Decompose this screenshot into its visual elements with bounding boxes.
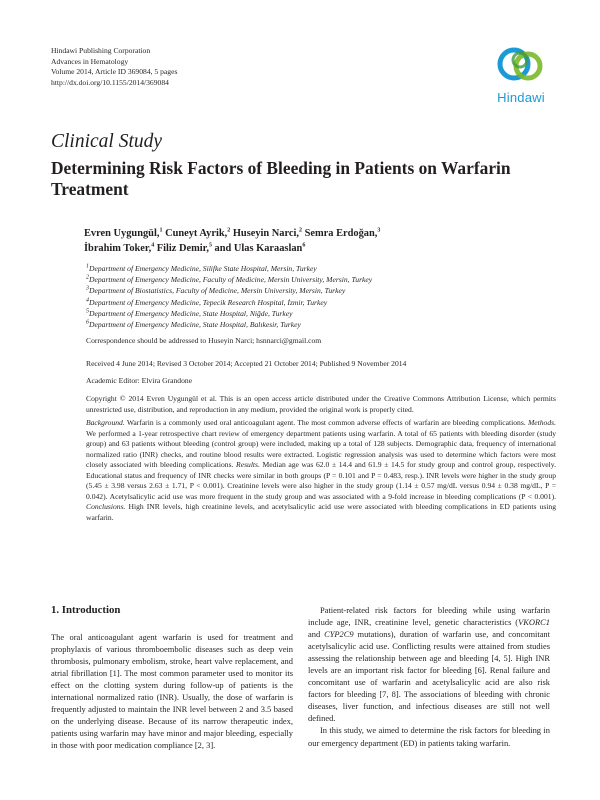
- doi-link[interactable]: http://dx.doi.org/10.1155/2014/369084: [51, 77, 169, 87]
- author: Semra Erdoğan,$^3$: [304, 227, 381, 239]
- author: Evren Uygungül,$^1$: [84, 227, 163, 239]
- academic-editor: Academic Editor: Elvira Grandone: [86, 376, 193, 385]
- author: Cuneyt Ayrik,$^2$: [165, 227, 231, 239]
- hindawi-logo: [492, 42, 550, 110]
- author: Filiz Demir,$^5$: [156, 242, 212, 254]
- body-right-column: [308, 604, 550, 749]
- abstract-methods: We performed a 1-year retrospective chart review of emergency department patients using warfarin. A total of 65 patients with bleeding disorder (study group) and 63 patients without bleeding (control group) were included, making up a total of 128 subjects. Demographic data, frequency of international normalized ratio (INR) checks, and routine blood results were extracted. Logistic regression analysis was used to determine which factors were most closely associated with bleeding complications.: [86, 428, 556, 470]
- abstract-methods-label: Methods.: [525, 418, 557, 427]
- body-paragraph: The oral anticoagulant agent warfarin is used for treatment and prophylaxis of various thromboembolic diseases such as deep vein thrombosis, pulmonary embolism, stroke, heart valve replacement, and atrial fibrillation [1]. The most common parameter used to monitor its effect on the clotting system during follow-up of patients is the international normalized ratio (INR). Usually, the dose of warfarin is frequently adjusted to maintain the INR level between 2 and 3.5 based on the underlying disease. Because of its narrow therapeutic index, patients using warfarin may have minor and major bleeding, especially in those with poor medication compliance [2, 3].: [51, 632, 293, 751]
- abstract: [86, 418, 556, 523]
- affiliation-list: [86, 263, 536, 330]
- body-paragraph: In this study, we aimed to determine the risk factors for bleeding in our emergency department (ED) in patients taking warfarin.: [308, 725, 550, 748]
- affiliation: $^2$Department of Emergency Medicine, Faculty of Medicine, Mersin University, Mersin, Turkey: [86, 274, 373, 285]
- correspondence: Correspondence should be addressed to Huseyin Narci; hsnnarci@gmail.com: [86, 336, 322, 345]
- abstract-conclusions-label: Conclusions.: [86, 502, 126, 512]
- affiliation: $^4$Department of Emergency Medicine, Tepecik Research Hospital, İzmir, Turkey: [86, 297, 328, 307]
- journal-name: Advances in Hematology: [51, 56, 129, 66]
- affiliation: $^5$Department of Emergency Medicine, State Hospital, Niğde, Turkey: [86, 308, 293, 318]
- author-list: [84, 226, 524, 256]
- article-category: Clinical Study: [51, 131, 163, 152]
- volume-info: Volume 2014, Article ID 369084, 5 pages: [51, 67, 178, 77]
- author: İbrahim Toker,$^4$: [84, 242, 155, 254]
- copyright-notice: Copyright © 2014 Evren Uygungül et al. This is an open access article distributed under the Creative Commons Attribution License, which permits unrestricted use, distribution, and reproduction in any medium, provided the original work is properly cited.: [86, 394, 556, 414]
- abstract-background-label: Background.: [86, 418, 125, 427]
- article-title: Determining Risk Factors of Bleeding in Patients on Warfarin Treatment: [51, 158, 511, 199]
- journal-header: [51, 46, 177, 88]
- publisher: Hindawi Publishing Corporation: [51, 46, 151, 55]
- section-heading: 1. Introduction: [51, 604, 121, 616]
- abstract-conclusions: High INR levels, high creatinine levels, and acetylsalicylic acid use were associated with bleeding complications in ED patients using warfarin.: [86, 502, 556, 522]
- affiliation: $^3$Department of Biostatistics, Faculty of Medicine, Mersin University, Mersin, Turkey: [86, 285, 346, 296]
- abstract-results: Median age was 62.0 ± 14.4 and 61.9 ± 14.5 for study group and control group, respectively. Educational status and frequency of INR checks were similar in both groups (P = 0.101 and P = 0.483, resp.). INR levels were higher in the study group (5.45 ± 3.98 versus 2.63 ± 1.71, P < 0.001). Creatinine levels were also higher in the study group (1.14 ± 0.57 mg/dL versus 0.94 ± 0.38 mg/dL, P = 0.042). Acetylsalicylic acid use was more frequent in the study group and was associated with a 9-fold increase in bleeding complications (P < 0.001).: [86, 460, 556, 501]
- abstract-results-label: Results.: [233, 460, 260, 470]
- body-left-column: [51, 631, 293, 751]
- abstract-background: Warfarin is a commonly used oral anticoagulant agent. The most common adverse effects of warfarin are bleeding complications.: [124, 418, 526, 427]
- hindawi-logo-mark: [492, 42, 550, 90]
- logo-wordmark: Hindawi: [497, 90, 545, 105]
- body-paragraph: Patient-related risk factors for bleeding while using warfarin include age, INR, creatinine level, genetic characteristics (VKORC1 and CYP2C9 mutations), duration of warfarin use, and concomitant acetylsalicylic acid use. Conflicting results were attained from studies assessing the relationship between age and bleeding [4, 5]. High INR levels are an important risk factor for bleeding [6]. Renal failure and concomitant use of warfarin and acetylsalicylic acid are also risk factors for bleeding [7, 8]. The associations of bleeding with chronic diseases, liver function, and infectious diseases are still not well defined.: [308, 605, 550, 724]
- author: Huseyin Narci,$^2$: [232, 227, 303, 239]
- author: and Ulas Karaaslan$^6$: [214, 242, 306, 254]
- affiliation: $^1$Department of Emergency Medicine, Silifke State Hospital, Mersin, Turkey: [86, 263, 317, 273]
- publication-dates: Received 4 June 2014; Revised 3 October 2014; Accepted 21 October 2014; Published 9 November 2014: [86, 359, 407, 368]
- affiliation: $^6$Department of Emergency Medicine, State Hospital, Balıkesir, Turkey: [86, 319, 301, 330]
